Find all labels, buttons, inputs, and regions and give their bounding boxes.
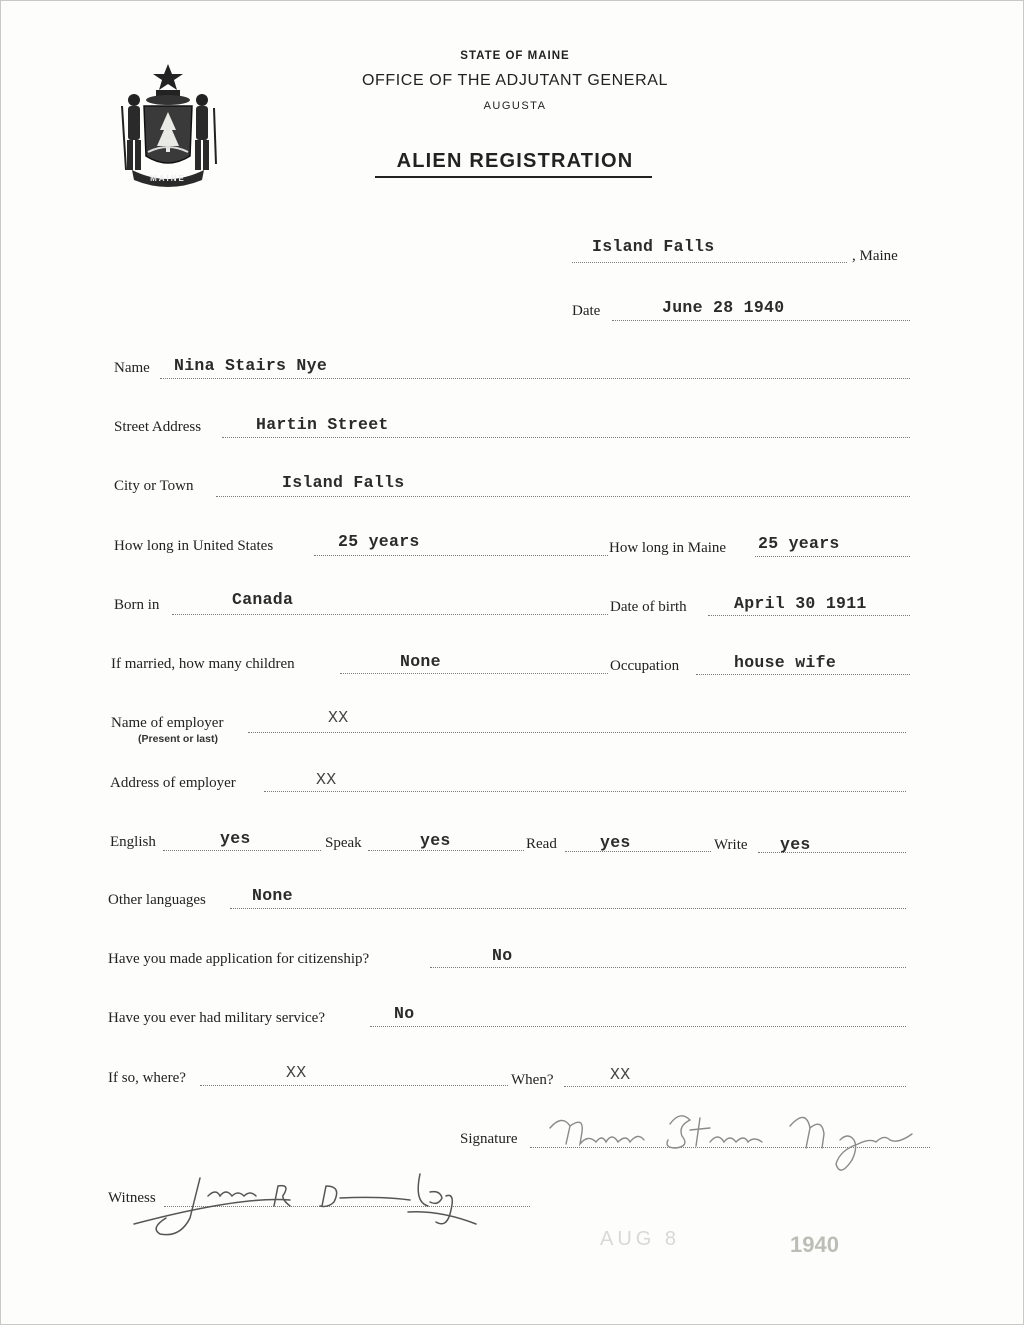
other-languages-line [230, 908, 906, 909]
citizenship-line [430, 967, 906, 968]
dob-label: Date of birth [610, 599, 687, 615]
maine-time-value: 25 years [758, 534, 840, 553]
dob-line [708, 615, 910, 616]
where-line [200, 1085, 508, 1086]
where-label: If so, where? [108, 1070, 186, 1086]
place-value: Island Falls [592, 237, 715, 256]
citizenship-value: No [492, 946, 513, 965]
read-value: yes [600, 833, 631, 852]
date-label: Date [572, 303, 601, 319]
speak-line [368, 850, 524, 851]
maine-state-seal-icon [112, 60, 224, 188]
read-label: Read [526, 836, 557, 852]
us-time-line [314, 555, 608, 556]
place-suffix: , Maine [852, 248, 898, 264]
city-label: City or Town [114, 478, 194, 494]
header-state: STATE OF MAINE [460, 50, 570, 62]
children-line [340, 673, 608, 674]
employer-value: XX [328, 708, 349, 727]
header-city: AUGUSTA [483, 100, 547, 112]
maine-time-label: How long in Maine [609, 540, 727, 556]
received-stamp-year: 1940 [790, 1232, 839, 1257]
witness-label: Witness [108, 1190, 156, 1206]
employer-address-value: XX [316, 770, 337, 789]
name-label: Name [114, 360, 150, 376]
employer-note: (Present or last) [138, 733, 218, 745]
when-label: When? [511, 1072, 554, 1088]
when-line [564, 1086, 906, 1087]
signature-handwriting [540, 1104, 960, 1184]
occupation-value: house wife [734, 653, 837, 672]
signature-label: Signature [460, 1131, 518, 1147]
children-value: None [400, 652, 441, 671]
children-label: If married, how many children [111, 656, 295, 672]
military-value: No [394, 1004, 415, 1023]
employer-address-label: Address of employer [110, 775, 236, 791]
street-label: Street Address [114, 419, 202, 435]
other-languages-value: None [252, 886, 293, 905]
other-languages-label: Other languages [108, 892, 206, 908]
street-line [222, 437, 910, 438]
occupation-label: Occupation [610, 658, 680, 674]
form-title: ALIEN REGISTRATION [396, 150, 634, 172]
when-value: XX [610, 1065, 631, 1084]
speak-label: Speak [325, 835, 362, 851]
speak-value: yes [420, 831, 451, 850]
witness-signature-handwriting [120, 1162, 490, 1252]
received-stamp: AUG 8 [600, 1228, 681, 1250]
city-value: Island Falls [282, 473, 405, 492]
header-office: OFFICE OF THE ADJUTANT GENERAL [361, 72, 669, 89]
name-value: Nina Stairs Nye [174, 356, 328, 375]
where-value: XX [286, 1063, 307, 1082]
employer-address-line [264, 791, 906, 792]
employer-label: Name of employer [111, 715, 224, 731]
city-line [216, 496, 910, 497]
read-line [565, 851, 711, 852]
born-value: Canada [232, 590, 294, 609]
us-time-value: 25 years [338, 532, 420, 551]
write-label: Write [714, 837, 748, 853]
street-value: Hartin Street [256, 415, 389, 434]
english-line [163, 850, 321, 851]
name-line [160, 378, 910, 379]
place-line [572, 262, 847, 263]
born-label: Born in [114, 597, 160, 613]
citizenship-label: Have you made application for citizenship? [108, 951, 370, 967]
military-line [370, 1026, 906, 1027]
us-time-label: How long in United States [114, 538, 274, 554]
write-value: yes [780, 835, 811, 854]
born-line [172, 614, 608, 615]
maine-time-line [755, 556, 910, 557]
military-label: Have you ever had military service? [108, 1010, 325, 1026]
english-value: yes [220, 829, 251, 848]
occupation-line [696, 674, 910, 675]
date-value: June 28 1940 [662, 298, 785, 317]
title-underline [375, 176, 652, 178]
seal-text: MAINE [150, 174, 186, 183]
date-line [612, 320, 910, 321]
dob-value: April 30 1911 [734, 594, 867, 613]
english-label: English [110, 834, 156, 850]
employer-line [248, 732, 906, 733]
